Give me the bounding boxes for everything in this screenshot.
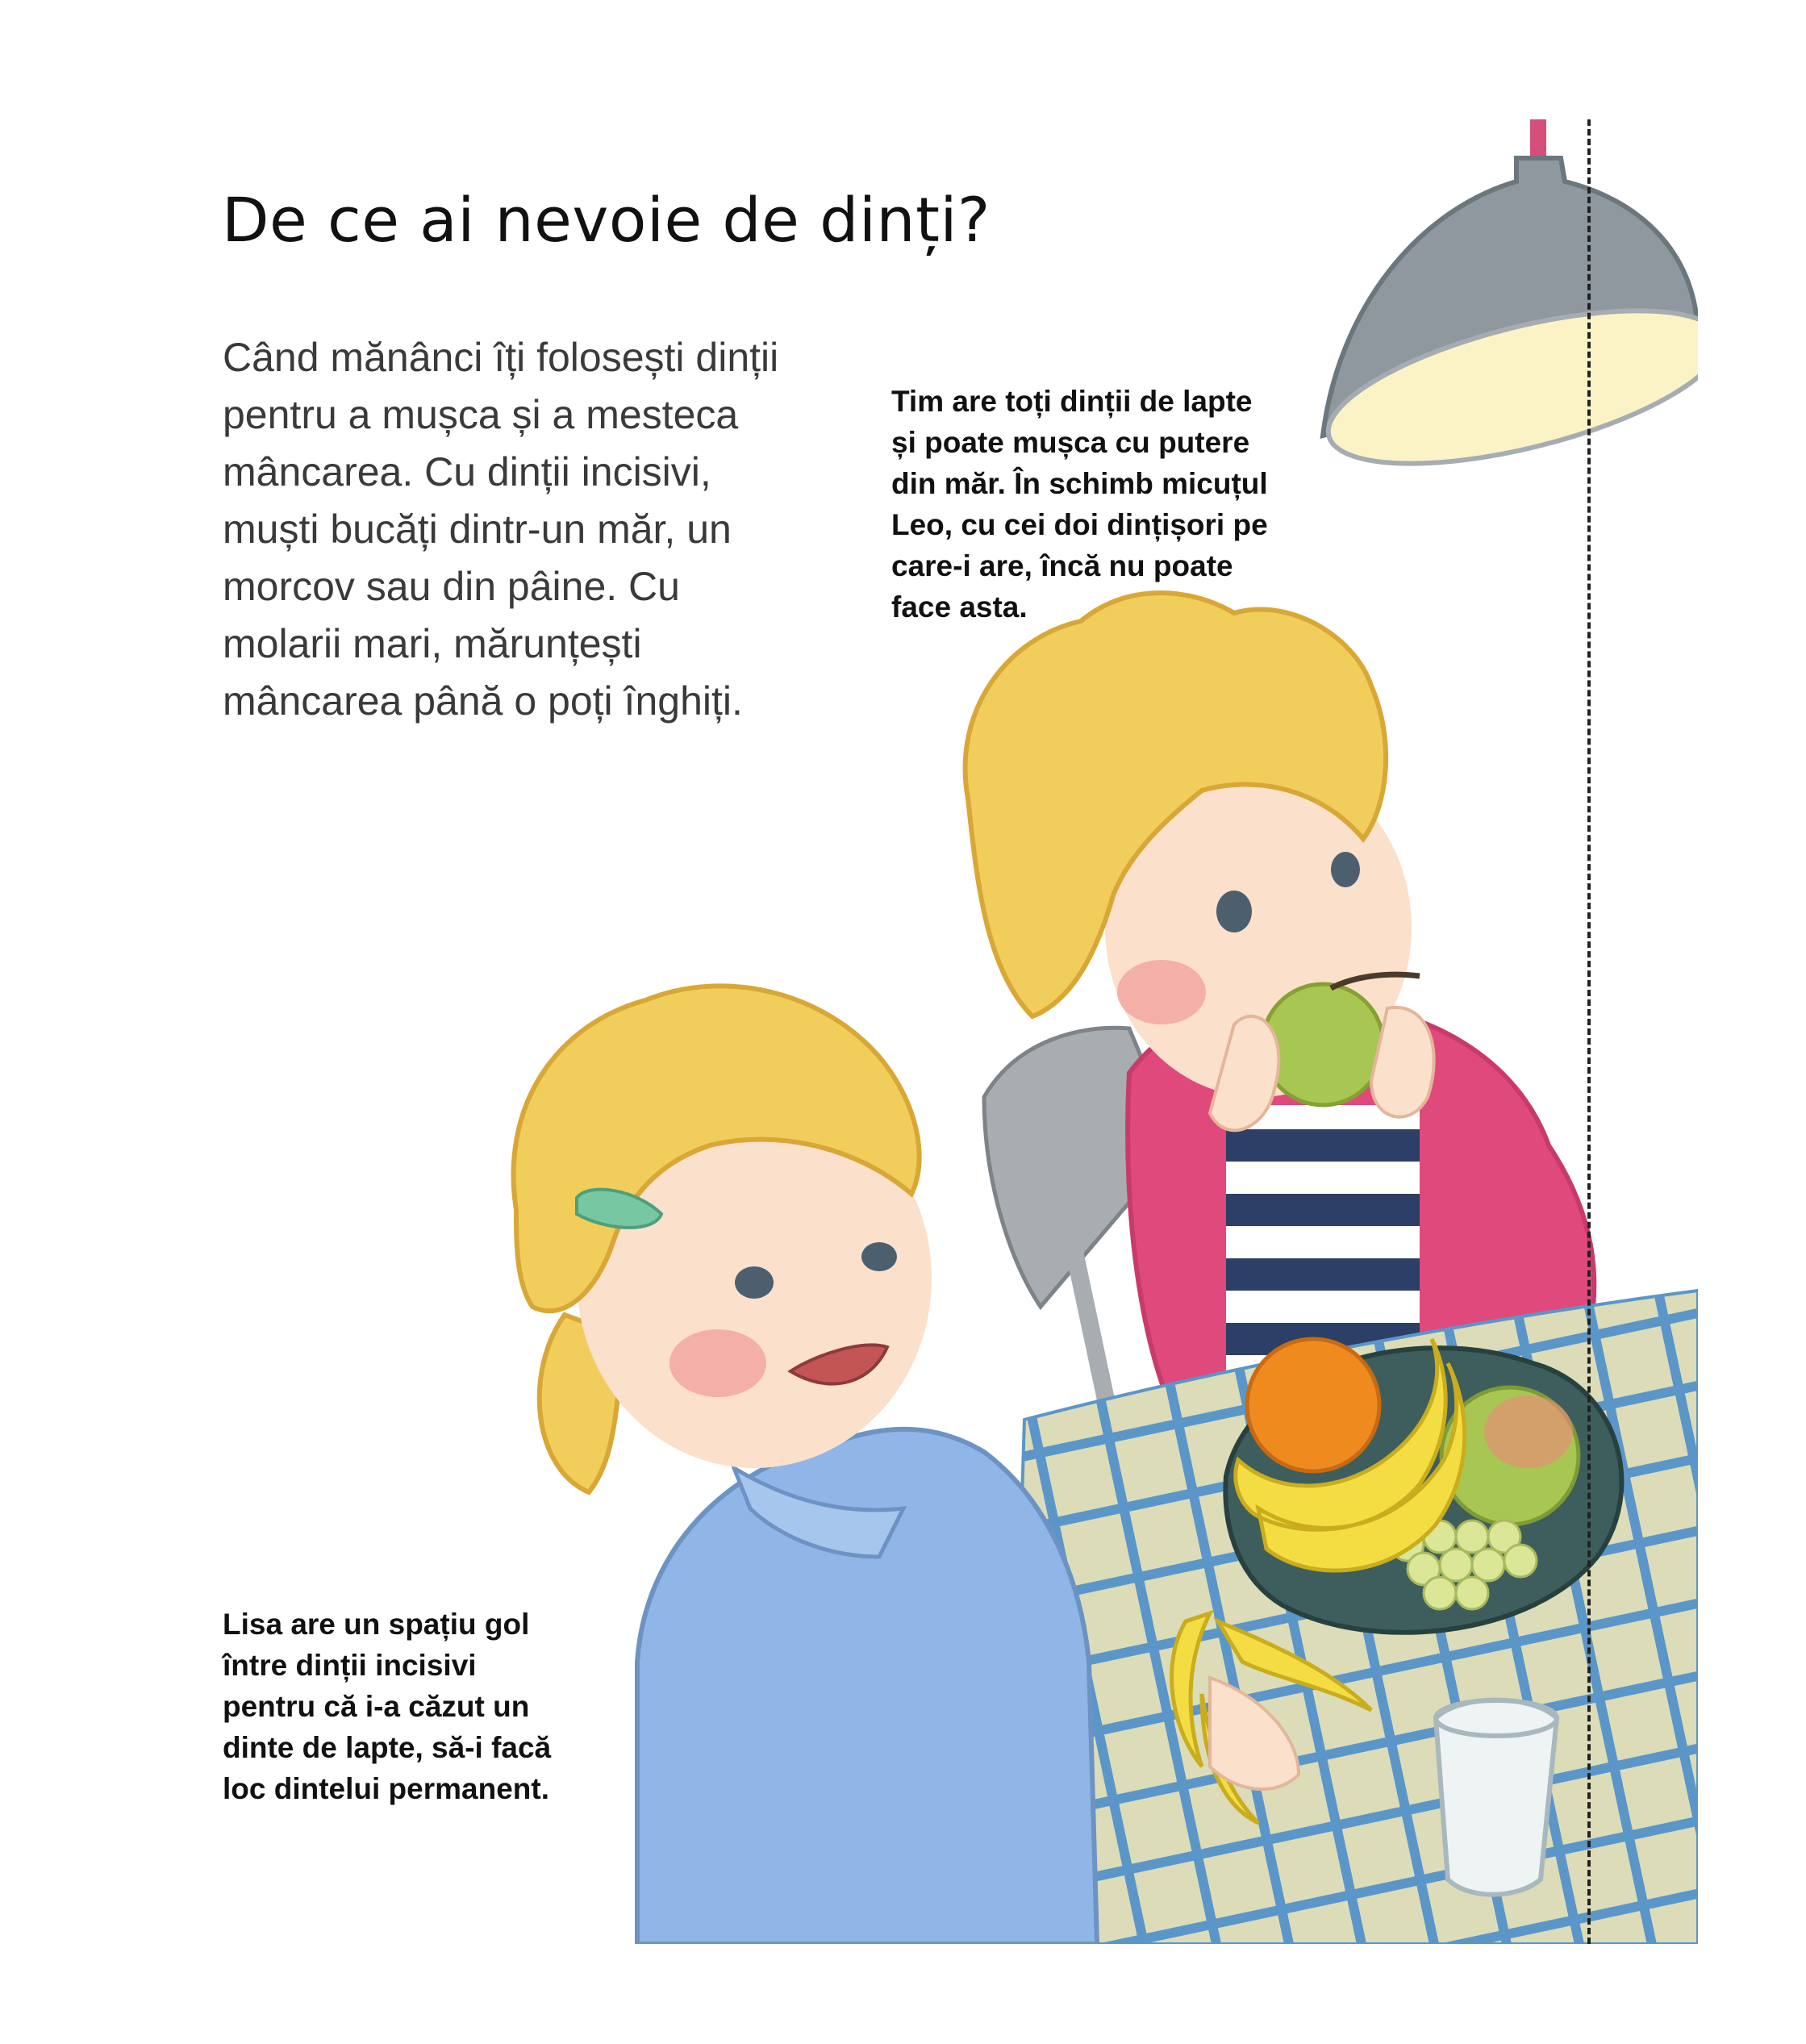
tim-caption: Tim are toți dinții de lapte și poate mușca cu putere din măr. În schimb micuțul Leo, cu cei doi dințișori pe care-i are, încă nu poate face asta.: [891, 385, 1268, 624]
lisa-shirt: [637, 1429, 1097, 1944]
lisa-eye: [861, 1242, 897, 1271]
tim-eye: [1216, 891, 1252, 932]
tim-cheek: [1117, 960, 1206, 1024]
orange: [1247, 1339, 1379, 1471]
page-title: De ce ai nevoie de dinți?: [222, 184, 991, 256]
water-glass: [1436, 1700, 1557, 1895]
cut-line: [1587, 119, 1591, 1944]
intro-paragraph: Când mănânci îți folosești dinții pentru a mușca și a mesteca mâncarea. Cu dinții incisivi, muști bucăți dintr-un măr, un morcov sau din pâine. Cu molarii mari, mărunțești mâncarea până o poți înghiți.: [223, 335, 779, 724]
tim-figure: [966, 593, 1595, 1436]
lisa-cheek: [669, 1329, 766, 1397]
fruit-bowl: [1225, 1339, 1621, 1633]
lamp-cord: [1530, 119, 1546, 160]
lisa-caption: Lisa are un spațiu gol între dinții incisivi pentru că i-a căzut un dinte de lapte, să-i facă loc dintelui permanent.: [223, 1608, 552, 1805]
ceiling-lamp: [1314, 119, 1734, 494]
tim-eye: [1331, 852, 1360, 887]
lisa-eye: [735, 1266, 774, 1299]
